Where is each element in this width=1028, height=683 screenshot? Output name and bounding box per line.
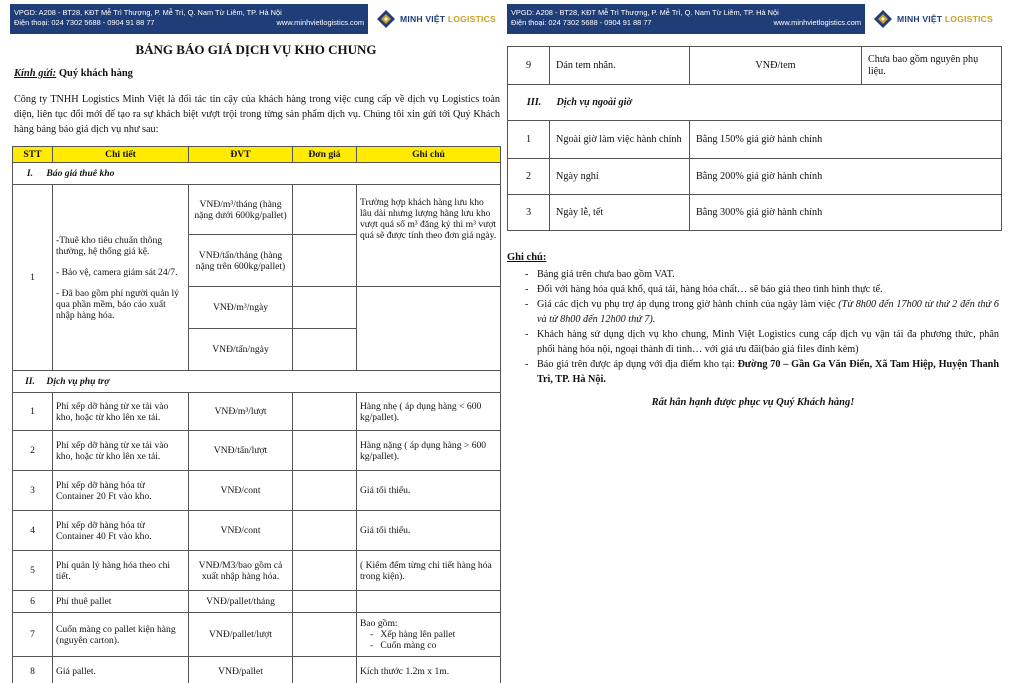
logo-emblem-icon xyxy=(873,9,893,29)
note-item: - Bảng giá trên chưa bao gồm VAT. xyxy=(525,267,999,282)
section-row xyxy=(13,371,501,393)
table-row xyxy=(13,511,501,551)
table-row xyxy=(13,393,501,431)
table-row xyxy=(13,431,501,471)
cell-note xyxy=(357,613,501,657)
col-header-note: Ghi chú xyxy=(357,147,501,163)
cell-note: Giá tối thiểu. xyxy=(357,471,501,511)
letterhead-bar xyxy=(507,4,865,34)
closing-line: Rất hân hạnh được phục vụ Quý Khách hàng! xyxy=(651,397,855,408)
note-bullet-text: Xếp hàng lên pallet xyxy=(380,629,456,640)
cell-detail: Ngày nghỉ xyxy=(550,159,690,195)
cell-unit: VNĐ/tem xyxy=(690,47,862,85)
cell-price xyxy=(293,185,357,235)
company-address: VPGD: A208 - BT28, KĐT Mễ Trì Thượng, P. Mễ Trì, Q. Nam Từ Liêm, TP. Hà Nội xyxy=(511,8,779,17)
cell-stt: 6 xyxy=(13,591,53,613)
cell-unit: VNĐ/pallet/lượt xyxy=(189,613,293,657)
cell-price: Bằng 150% giá giờ hành chính xyxy=(690,121,1002,159)
cell-stt: 3 xyxy=(508,195,550,231)
table-row xyxy=(508,159,1002,195)
col-header-stt: STT xyxy=(13,147,53,163)
cell-price xyxy=(293,551,357,591)
col-header-unit: ĐVT xyxy=(189,147,293,163)
table-row xyxy=(508,195,1002,231)
table-row xyxy=(508,121,1002,159)
document-title: BẢNG BÁO GIÁ DỊCH VỤ KHO CHUNG xyxy=(135,42,377,57)
note-item: - Đối với hàng hóa quá khổ, quá tải, hàng hóa chất… sẽ báo giá theo tình hình thực tế. xyxy=(525,282,999,297)
cell-price xyxy=(293,511,357,551)
cell-price xyxy=(293,657,357,683)
cell-price xyxy=(293,329,357,371)
detail-line: -Thuê kho tiêu chuẩn thông thường, hệ thống giá kệ. xyxy=(56,234,163,257)
note-hours: (Từ 8h00 đến 17h00 từ thứ 2 đến thứ 6 và từ 8h00 đến 12h00 thứ 7). xyxy=(537,299,999,325)
cell-detail: Phí xếp dỡ hàng hóa từ Container 20 Ft vào kho. xyxy=(53,471,189,511)
note-text: Báo giá trên được áp dụng với địa điểm kho tại: xyxy=(537,359,738,370)
col-header-price: Đơn giá xyxy=(293,147,357,163)
company-phone: Điện thoại: 024 7302 5688 - 0904 91 88 77 xyxy=(511,18,652,27)
table-row xyxy=(13,657,501,683)
section-number: I. xyxy=(26,168,34,179)
section-title: Dịch vụ phụ trợ xyxy=(46,376,110,387)
company-address: VPGD: A208 - BT28, KĐT Mễ Trì Thượng, P. Mễ Trì, Q. Nam Từ Liêm, TP. Hà Nội xyxy=(14,8,282,17)
cell-detail: Phí quản lý hàng hóa theo chi tiết. xyxy=(53,551,189,591)
table-row xyxy=(13,591,501,613)
cell-note: Chưa bao gồm nguyên phụ liệu. xyxy=(862,47,1002,85)
logo-text-accent: LOGISTICS xyxy=(447,14,496,24)
cell-price xyxy=(293,235,357,287)
cell-note: Hàng nặng ( áp dụng hàng > 600 kg/pallet). xyxy=(357,431,501,471)
table-row xyxy=(13,551,501,591)
cell-detail: Cuốn màng co pallet kiện hàng (nguyên carton). xyxy=(53,613,189,657)
cell-price xyxy=(293,613,357,657)
cell-detail: Phí xếp dỡ hàng từ xe tải vào kho, hoặc từ kho lên xe tải. xyxy=(53,431,189,471)
table-row xyxy=(13,613,501,657)
notes-heading: Ghi chú: xyxy=(507,252,547,263)
company-website: www.minhvietlogistics.com xyxy=(773,18,861,27)
cell-price xyxy=(293,591,357,613)
price-table xyxy=(12,146,501,683)
cell-note xyxy=(357,287,501,371)
cell-price: Bằng 200% giá giờ hành chính xyxy=(690,159,1002,195)
cell-stt: 1 xyxy=(13,393,53,431)
cell-price xyxy=(293,287,357,329)
cell-price: Bằng 300% giá giờ hành chính xyxy=(690,195,1002,231)
page-1 xyxy=(6,0,506,683)
note-item xyxy=(525,297,999,327)
cell-unit: VNĐ/m³/tháng (hàng nặng dưới 600kg/pallet) xyxy=(189,185,293,235)
greeting-recipient: Quý khách hàng xyxy=(56,68,133,79)
letterhead-bar xyxy=(10,4,368,34)
cell-price xyxy=(293,431,357,471)
cell-unit: VNĐ/M3/bao gồm cả xuất nhập hàng hóa. xyxy=(189,551,293,591)
logo-text-main: MINH VIỆT xyxy=(400,14,446,24)
cell-unit: VNĐ/cont xyxy=(189,511,293,551)
company-logo xyxy=(873,8,993,30)
cell-stt: 4 xyxy=(13,511,53,551)
table-row xyxy=(13,471,501,511)
table-row xyxy=(508,47,1002,85)
section-row xyxy=(508,85,1002,121)
cell-detail xyxy=(53,185,189,371)
cell-stt: 1 xyxy=(508,121,550,159)
letterhead xyxy=(507,4,999,34)
price-table-continued xyxy=(507,46,1002,231)
cell-unit: VNĐ/m³/lượt xyxy=(189,393,293,431)
cell-detail: Phí thuê pallet xyxy=(53,591,189,613)
company-phone: Điện thoại: 024 7302 5688 - 0904 91 88 77 xyxy=(14,18,155,27)
cell-unit: VNĐ/tấn/lượt xyxy=(189,431,293,471)
cell-note: Kích thước 1.2m x 1m. xyxy=(357,657,501,683)
cell-unit: VNĐ/cont xyxy=(189,471,293,511)
cell-note: ( Kiểm đếm từng chi tiết hàng hóa trong kiện). xyxy=(357,551,501,591)
cell-detail: Phí xếp dỡ hàng hóa từ Container 40 Ft vào kho. xyxy=(53,511,189,551)
cell-price xyxy=(293,393,357,431)
notes-section xyxy=(507,250,999,410)
section-row xyxy=(13,163,501,185)
cell-note: Trường hợp khách hàng lưu kho lâu dài nhưng lượng hàng lưu kho vượt quá số m³ đăng ký thì m³ vượt quá sẽ được tính theo đơn giá ngày. xyxy=(357,185,501,287)
detail-line: - Bảo vệ, camera giám sát 24/7. xyxy=(56,266,178,278)
greeting-label: Kính gửi: xyxy=(14,68,57,79)
cell-unit: VNĐ/pallet/tháng xyxy=(189,591,293,613)
cell-detail: Giá pallet. xyxy=(53,657,189,683)
cell-stt: 7 xyxy=(13,613,53,657)
cell-stt: 8 xyxy=(13,657,53,683)
intro-paragraph: Công ty TNHH Logistics Minh Việt là đối tác tin cậy của khách hàng trong việc cung cấp về dịch vụ Logistics toàn diện, liên tục đổi mới để tạo ra sự khách biệt vượt trội trong từng sản phẩm dịch vụ. Chúng tôi xin gửi tới Quý Khách hàng bảng báo giá dịch vụ như sau: xyxy=(14,94,500,136)
logo-emblem-icon xyxy=(376,9,396,29)
cell-stt: 2 xyxy=(13,431,53,471)
cell-stt: 2 xyxy=(508,159,550,195)
cell-detail: Phí xếp dỡ hàng từ xe tải vào kho, hoặc từ kho lên xe tải. xyxy=(53,393,189,431)
letterhead xyxy=(10,4,502,34)
table-row xyxy=(13,185,501,235)
cell-stt: 5 xyxy=(13,551,53,591)
cell-unit: VNĐ/tấn/ngày xyxy=(189,329,293,371)
col-header-detail: Chi tiết xyxy=(53,147,189,163)
cell-detail: Ngoài giờ làm việc hành chính xyxy=(550,121,690,159)
cell-note: Giá tối thiểu. xyxy=(357,511,501,551)
cell-note: Hàng nhẹ ( áp dụng hàng < 600 kg/pallet). xyxy=(357,393,501,431)
note-text: Giá các dịch vụ phụ trợ áp dụng trong giờ hành chính của ngày làm việc xyxy=(537,299,839,310)
note-item xyxy=(525,357,999,387)
cell-stt: 9 xyxy=(508,47,550,85)
company-website: www.minhvietlogistics.com xyxy=(276,18,364,27)
section-title: Dịch vụ ngoài giờ xyxy=(556,96,632,108)
cell-note xyxy=(357,591,501,613)
section-number: II. xyxy=(25,376,35,387)
logo-text-accent: LOGISTICS xyxy=(944,14,993,24)
cell-unit: VNĐ/pallet xyxy=(189,657,293,683)
cell-stt: 3 xyxy=(13,471,53,511)
cell-price xyxy=(293,471,357,511)
logo-text-main: MINH VIỆT xyxy=(897,14,943,24)
greeting xyxy=(14,68,133,79)
section-title: Báo giá thuê kho xyxy=(46,168,115,179)
cell-stt: 1 xyxy=(13,185,53,371)
note-item: - Khách hàng sử dụng dịch vụ kho chung, Minh Việt Logistics cung cấp dịch vụ vận tải đa phương thức, phân phối hàng hóa nội, ngoại thành đi tỉnh… với giá ưu đãi(báo giá files đính kèm) xyxy=(525,327,999,357)
detail-line: - Đã bao gồm phí người quản lý qua phần mềm, báo cáo xuất nhập hàng hóa. xyxy=(56,287,179,321)
cell-detail: Dán tem nhãn. xyxy=(550,47,690,85)
table-header-row xyxy=(13,147,501,163)
note-bullet: - Xếp hàng lên pallet xyxy=(370,629,456,640)
company-logo xyxy=(376,8,496,30)
cell-unit: VNĐ/tấn/tháng (hàng nặng trên 600kg/pallet) xyxy=(189,235,293,287)
cell-unit: VNĐ/m³/ngày xyxy=(189,287,293,329)
note-bullet-text: Cuốn màng co xyxy=(380,640,437,651)
warehouse-address: Đường 70 – Gần Ga Văn Điển, Xã Tam Hiệp, Huyện Thanh Trì, TP. Hà Nội. xyxy=(537,359,999,385)
section-number: III. xyxy=(526,96,542,108)
note-text: Bao gồm: xyxy=(360,618,398,629)
page-2 xyxy=(503,0,1003,683)
note-bullet: - Cuốn màng co xyxy=(370,640,437,651)
cell-detail: Ngày lễ, tết xyxy=(550,195,690,231)
